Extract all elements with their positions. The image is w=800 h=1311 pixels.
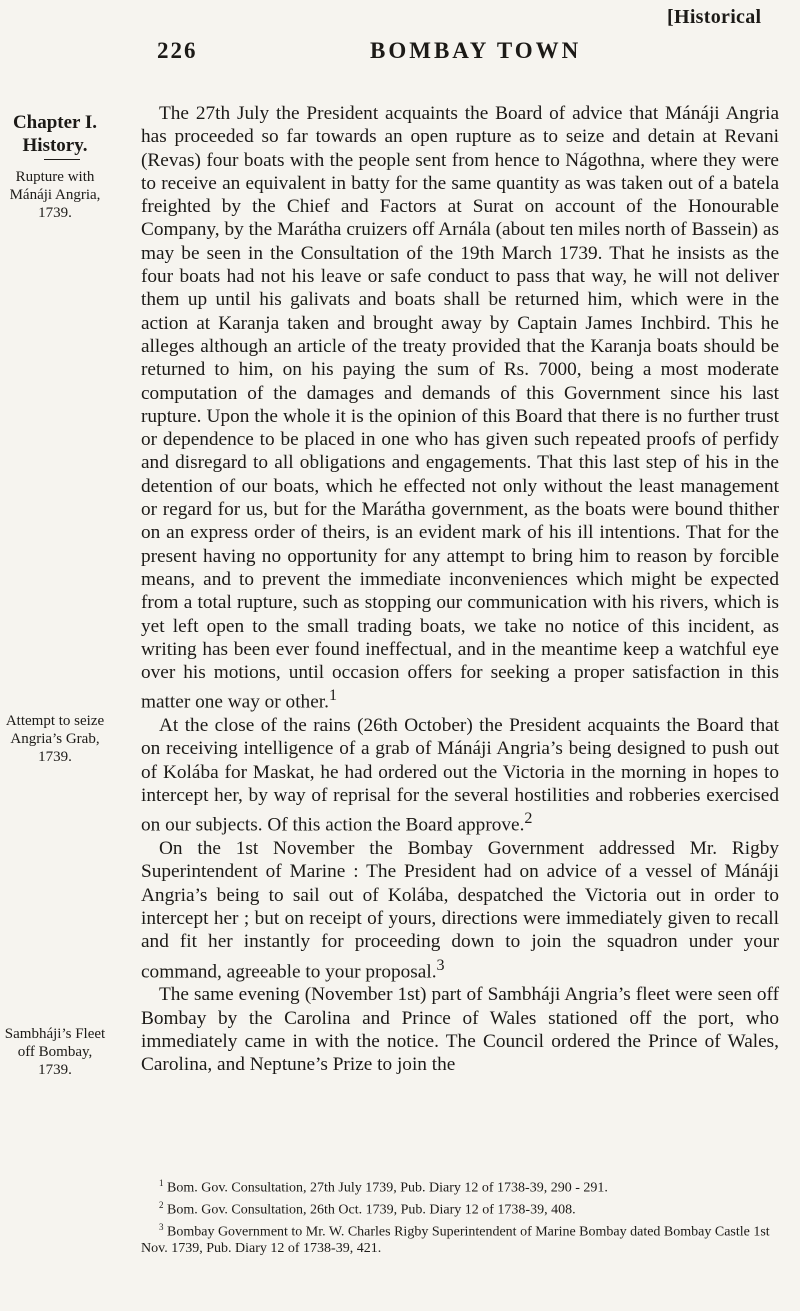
footnote-number: 2 xyxy=(159,1200,164,1211)
margin-note-rupture: Rupture with Mánáji Angria, 1739. xyxy=(9,169,101,221)
running-title: BOMBAY TOWN xyxy=(370,38,582,63)
paragraph-text: On the 1st November the Bombay Government addressed Mr. Rigby Superintendent of Marine : The President had on advice of a vessel of Mánáji Angria’s being to sail out of Kolába, despatched the Victoria out in order to intercept her ; but on receipt of yours, directions were immediately given to recall and fit her instantly for proceeding down to join the squadron under your command, agreeable to your proposal. xyxy=(141,838,779,982)
footnote-text: Bom. Gov. Consultation, 27th July 1739, Pub. Diary 12 of 1738-39, 290 - 291. xyxy=(167,1180,608,1196)
footnote-text: Bombay Government to Mr. W. Charles Rigby Superintendent of Marine Bombay dated Bombay Castle 1st Nov. 1739, Pub. Diary 12 of 1738-39, 421. xyxy=(141,1224,770,1257)
footnotes xyxy=(141,1175,779,1258)
main-text xyxy=(141,102,779,1076)
sidebar-history: History. xyxy=(22,135,88,156)
margin-note-grab: Attempt to seize Angria’s Grab, 1739. xyxy=(5,713,105,765)
footnote-number: 1 xyxy=(159,1178,164,1188)
margin-note-fleet: Sambháji’s Fleet off Bombay, 1739. xyxy=(4,1026,106,1078)
page-number: 226 xyxy=(157,38,198,63)
paragraph xyxy=(141,714,779,837)
footnote-number: 3 xyxy=(159,1222,164,1233)
paragraph-text: The 27th July the President acquaints the Board of advice that Mánáji Angria has proceeded so far towards an open rupture as to seize and detain at Revani (Revas) four boats with the people sent from hence to Nágothna, where they were to receive an equivalent in batty for the same quantity as was taken out of a batela freighted by the Chief and Factors at Surat on account of the Honourable Company, by the Marátha cruizers off Arnála (about ten miles north of Bassein) as may be seen in the Consultation of the 19th March 1739. That he insists as the four boats had not his leave or safe conduct to pass that way, he will not deliver them up until his galivats and boats shall be returned him, which were in the action at Karanja taken and brought away by Captain James Inchbird. This he alleges although an article of the treaty provided that the Karanja boats should be returned to him, on his paying the sum of Rs. 7000, being a most moderate computation of the damages and demands of this Government since his last rupture. Upon the whole it is the opinion of this Board that there is no further trust or dependence to be placed in one who has given such repeated proofs of perfidy and disregard to all obligations and engagements. That this last step of his in the detention of our boats, which he effected not only without the least management or regard for us, but for the Marátha government, as the boats were bound thither on an express order of theirs, is an evident mark of his ill intentions. That for the present having no opportunity for any attempt to bring him to reason by forcible means, and to prevent the immediate inconveniences which might be expected from a total rupture, such as stopping our communication with his rivers, which is yet left open to the small trading boats, we take no notice of this incident, as writing has been ever found ineffectual, and in the meantime keep a watchful eye over his motions, until occasion offers for seeking a proper satisfaction in this matter one way or other. xyxy=(141,103,779,713)
paragraph xyxy=(141,837,779,983)
footnote xyxy=(141,1175,779,1197)
sidebar-chapter: Chapter I. xyxy=(12,112,98,133)
footnote-text: Bom. Gov. Consultation, 26th Oct. 1739, Pub. Diary 12 of 1738-39, 408. xyxy=(167,1202,576,1218)
history-rule xyxy=(44,159,80,160)
footnote-ref: 2 xyxy=(524,810,533,828)
paragraph-text: At the close of the rains (26th October) the President acquaints the Board that on receiving intelligence of a grab of Mánáji Angria’s being designed to push out of Kolába for Maskat, he had ordered out the Victoria in the morning in hopes to intercept her, by way of reprisal for the several hostilities and robberies exercised on our subjects. Of this action the Board approve. xyxy=(141,715,779,836)
paragraph-text: The same evening (November 1st) part of Sambháji Angria’s fleet were seen off Bombay by the Carolina and Prince of Wales stationed off the port, who immediately came in with the notice. The Council ordered the Prince of Wales, Carolina, and Neptune’s Prize to join the xyxy=(141,984,779,1076)
footnote xyxy=(141,1197,779,1219)
footnote xyxy=(141,1219,779,1258)
section-tag: [Historical xyxy=(667,6,762,28)
footnote-ref: 1 xyxy=(328,687,337,705)
paragraph xyxy=(141,102,779,714)
paragraph xyxy=(141,983,779,1076)
footnote-ref: 3 xyxy=(436,956,445,974)
